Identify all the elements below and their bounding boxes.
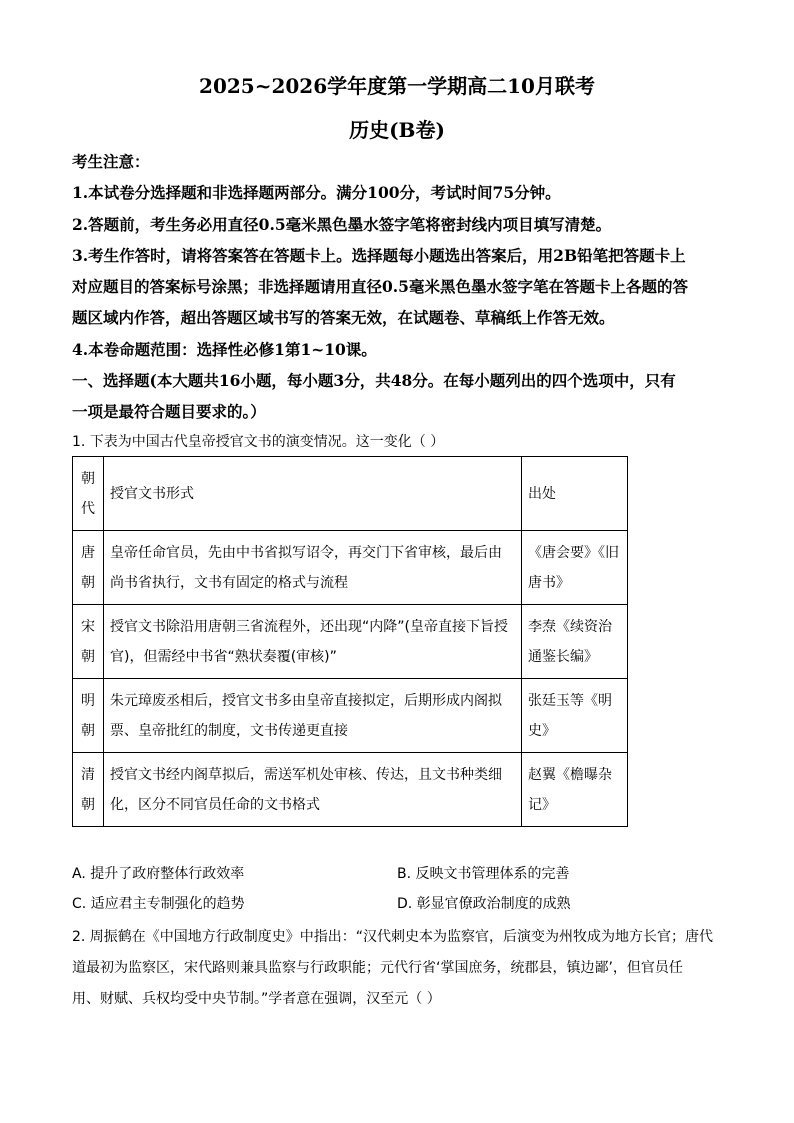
- table-cell-dynasty: 唐朝: [73, 531, 104, 605]
- table-cell-source: 赵翼《檐曝杂记》: [522, 753, 628, 827]
- option-b: B. 反映文书管理体系的完善: [397, 866, 570, 882]
- table-cell-form: 授官文书经内阁草拟后，需送军机处审核、传达，且文书种类细化，区分不同官员任命的文书格式: [104, 753, 522, 827]
- notice-line: 对应题目的答案标号涂黑；非选择题请用直径0.5毫米黑色墨水签字笔在答题卡上各题的答: [72, 277, 688, 296]
- question-2-line: 道最初为监察区，宋代路则兼具监察与行政职能；元代行省‘掌国庶务，统郡县，镇边鄙’，但官员任: [72, 960, 683, 976]
- table-header-cell: 朝代: [73, 457, 104, 531]
- option-d: D. 彰显官僚政治制度的成熟: [397, 896, 571, 912]
- question-1-stem: 1. 下表为中国古代皇帝授官文书的演变情况。这一变化（ ）: [72, 434, 445, 450]
- table-row: [73, 753, 628, 827]
- table-cell-source: 《唐会要》《旧唐书》: [522, 531, 628, 605]
- notice-line: 题区域内作答，超出答题区域书写的答案无效，在试题卷、草稿纸上作答无效。: [72, 308, 615, 327]
- option-c: C. 适应君主专制强化的趋势: [72, 896, 245, 912]
- question-2-line: 2. 周振鹤在《中国地方行政制度史》中指出：“汉代刺史本为监察官，后演变为州牧成为地方长官；唐代: [72, 929, 714, 945]
- notice-line: 1.本试卷分选择题和非选择题两部分。满分100分，考试时间75分钟。: [72, 183, 561, 202]
- table-cell-dynasty: 清朝: [73, 753, 104, 827]
- table-cell-dynasty: 明朝: [73, 679, 104, 753]
- section-heading: 一、选择题(本大题共16小题，每小题3分，共48分。在每小题列出的四个选项中，只有: [72, 371, 676, 390]
- table-cell-form: 朱元璋废丞相后，授官文书多由皇帝直接拟定，后期形成内阁拟票、皇帝批红的制度，文书传递更直接: [104, 679, 522, 753]
- table-cell-form: 授官文书除沿用唐朝三省流程外，还出现“内降”(皇帝直接下旨授官)，但需经中书省“熟状奏覆(审核)”: [104, 605, 522, 679]
- table-cell-dynasty: 宋朝: [73, 605, 104, 679]
- notice-line: 4.本卷命题范围：选择性必修1第1~10课。: [72, 340, 377, 359]
- table-row: [73, 679, 628, 753]
- table-cell-source: 李焘《续资治通鉴长编》: [522, 605, 628, 679]
- notice-heading: 考生注意：: [72, 152, 150, 171]
- notice-line: 3.考生作答时，请将答案答在答题卡上。选择题每小题选出答案后，用2B铅笔把答题卡上: [72, 246, 686, 265]
- question-2-line: 用、财赋、兵权均受中央节制。”学者意在强调，汉至元（ ）: [72, 991, 441, 1007]
- option-a: A. 提升了政府整体行政效率: [72, 866, 245, 882]
- table-header-cell: 出处: [522, 457, 628, 531]
- table-header-row: [73, 457, 628, 531]
- section-heading: 一项是最符合题目要求的。）: [72, 402, 266, 421]
- notice-line: 2.答题前，考生务必用直径0.5毫米黑色墨水签字笔将密封线内项目填写清楚。: [72, 215, 612, 234]
- question-1-table: [72, 456, 628, 827]
- table-row: [73, 605, 628, 679]
- table-row: [73, 531, 628, 605]
- table-header-cell: 授官文书形式: [104, 457, 522, 531]
- exam-subtitle: 历史(B卷): [349, 118, 445, 142]
- table-cell-form: 皇帝任命官员，先由中书省拟写诏令，再交门下省审核，最后由尚书省执行，文书有固定的格式与流程: [104, 531, 522, 605]
- table-cell-source: 张廷玉等《明史》: [522, 679, 628, 753]
- exam-title: 2025~2026学年度第一学期高二10月联考: [199, 74, 595, 98]
